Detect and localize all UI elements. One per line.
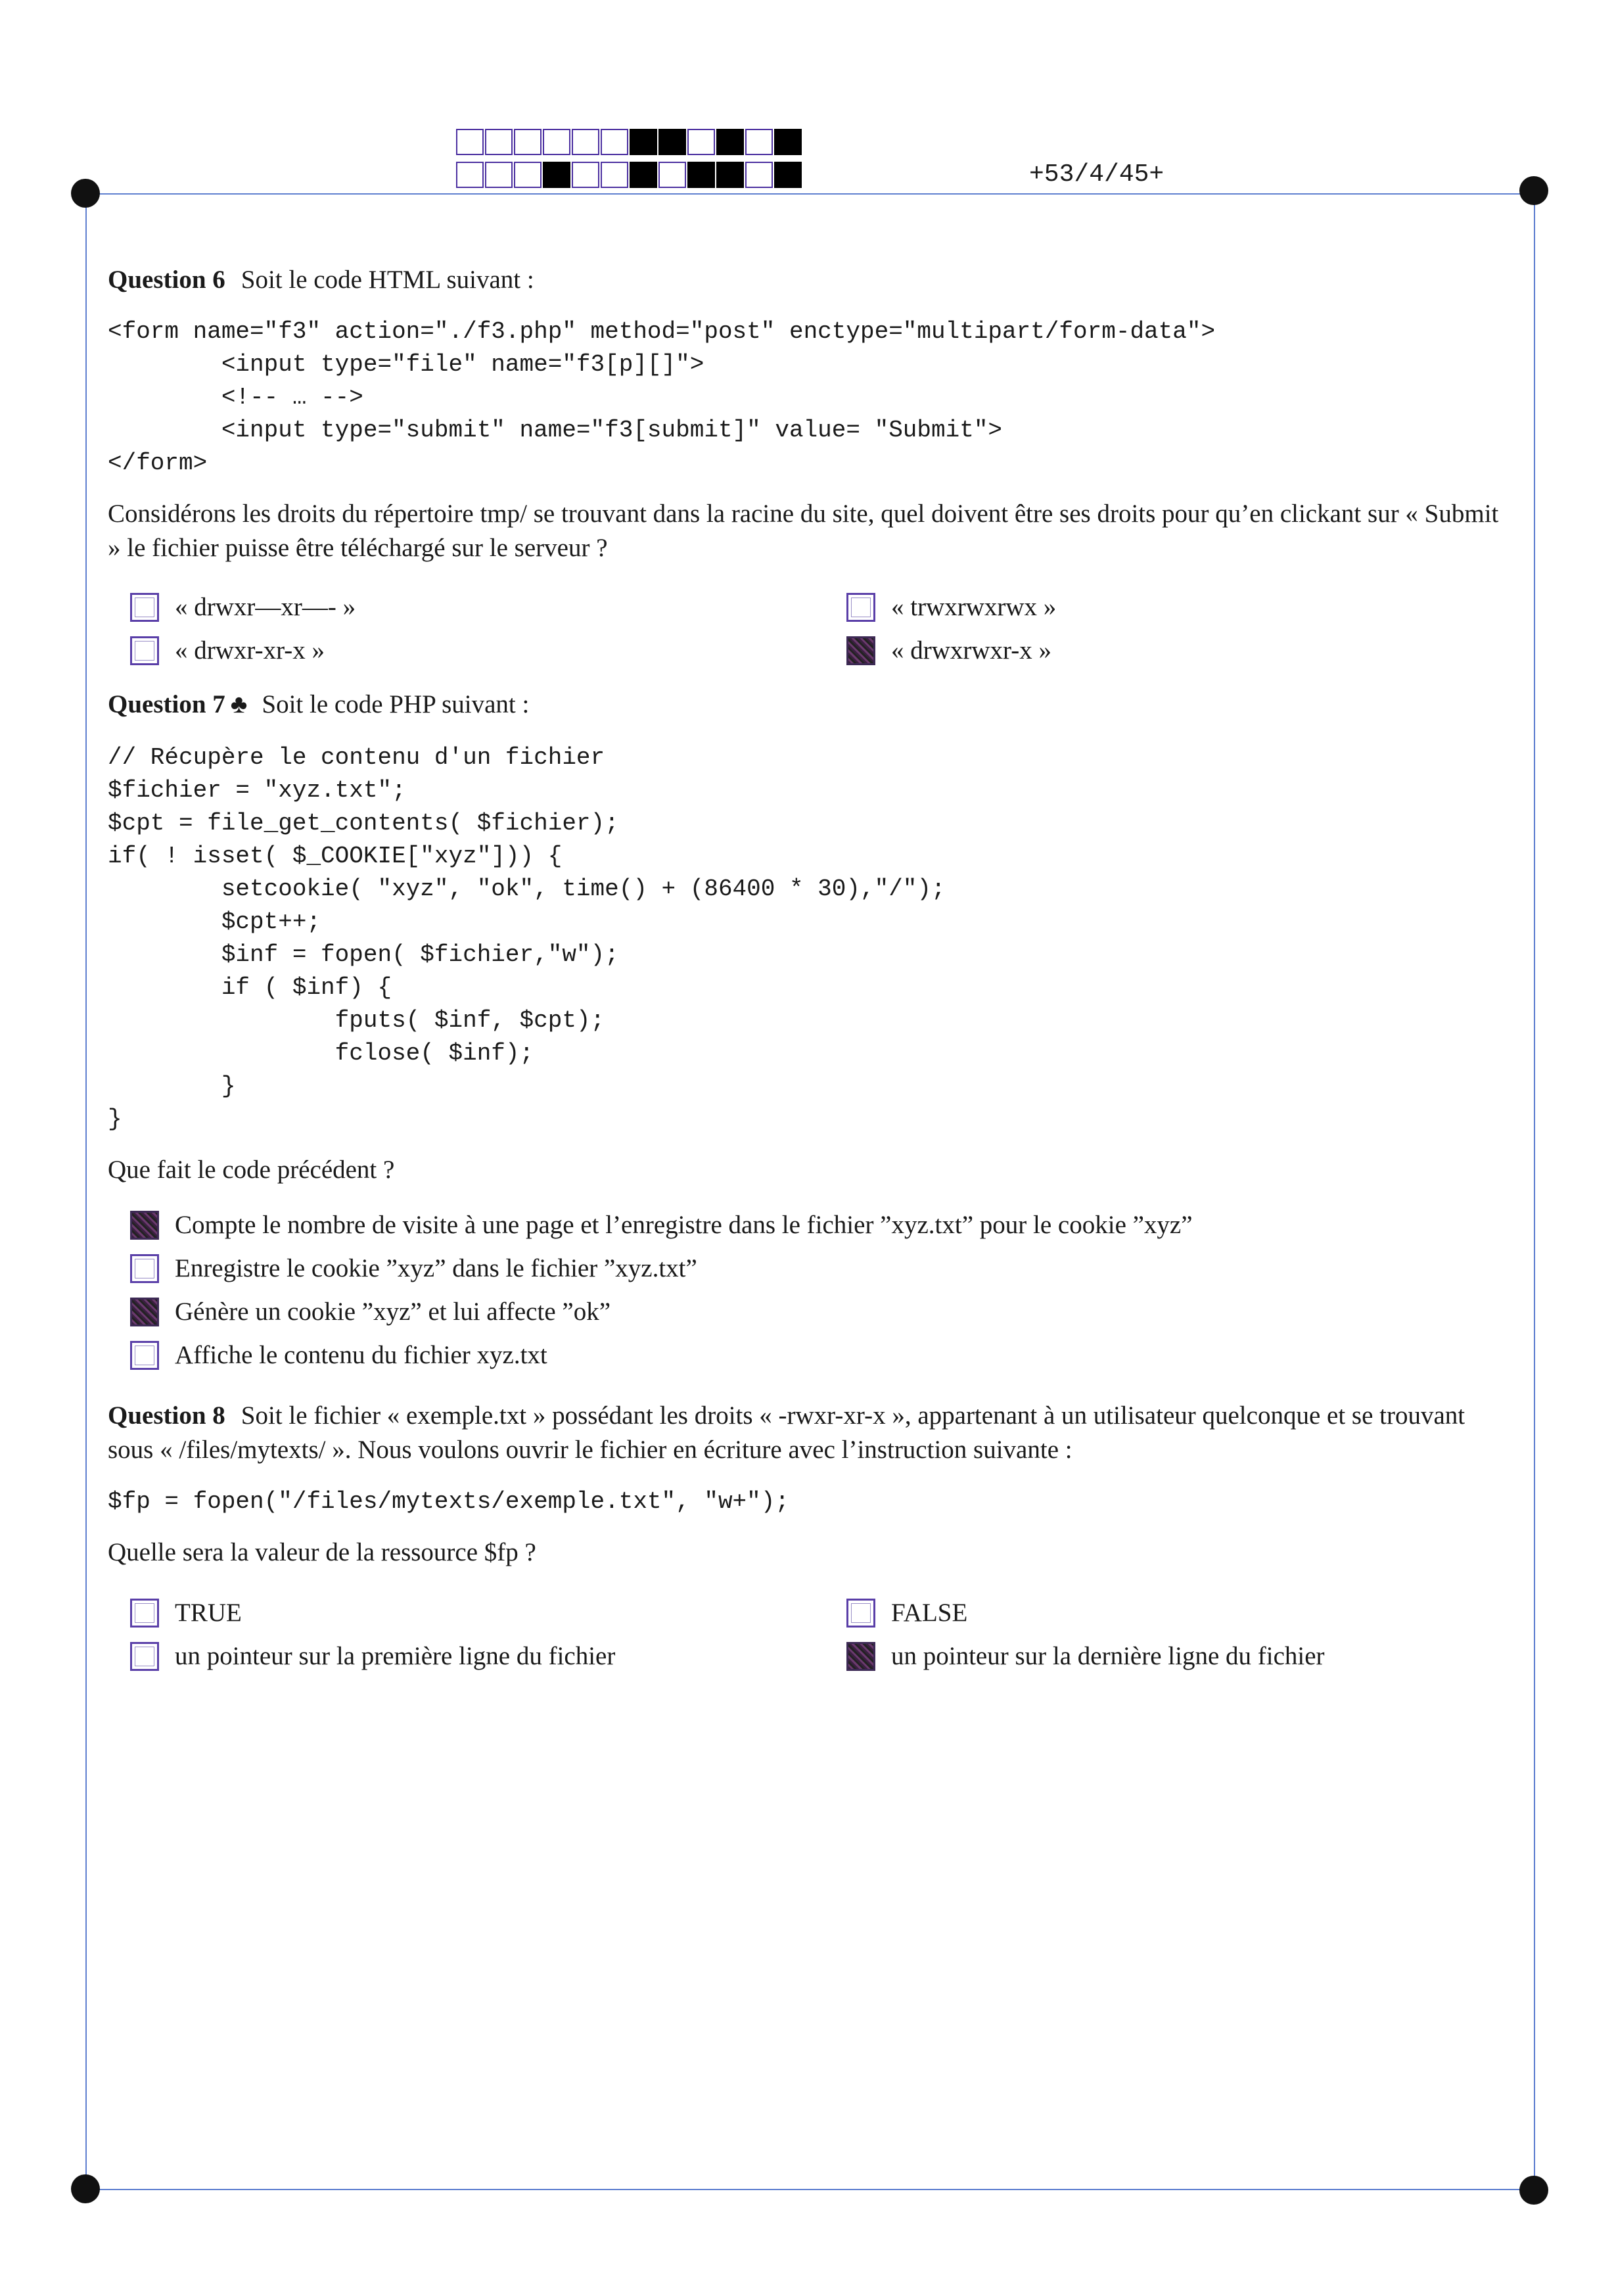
checkbox[interactable] — [130, 1254, 159, 1283]
barcode-cell — [485, 129, 513, 155]
barcode-cell — [601, 162, 628, 188]
barcode-cell — [543, 162, 570, 188]
header-barcode — [456, 129, 803, 195]
barcode-cell — [687, 162, 715, 188]
checkbox[interactable] — [846, 593, 875, 622]
barcode-cell — [745, 129, 773, 155]
frame-top-line — [87, 193, 1533, 195]
question-6-label: Question 6 — [108, 266, 225, 294]
answer-option[interactable] — [130, 590, 846, 624]
question-6-intro: Soit le code HTML suivant : — [241, 266, 534, 294]
answer-label: Affiche le contenu du fichier xyz.txt — [175, 1341, 547, 1369]
barcode-cell — [774, 129, 802, 155]
question-8 — [108, 1399, 1514, 1674]
checkbox[interactable] — [846, 1642, 875, 1671]
answer-label: un pointeur sur la dernière ligne du fichier — [891, 1642, 1325, 1670]
barcode-cell — [514, 129, 542, 155]
question-8-code: $fp = fopen("/files/mytexts/exemple.txt", "w+"); — [108, 1488, 789, 1515]
answer-label: FALSE — [891, 1599, 968, 1627]
checkbox[interactable] — [846, 1599, 875, 1628]
question-7-answers — [108, 1208, 1514, 1372]
answer-label: « trwxrwxrwx » — [891, 593, 1057, 621]
question-7 — [108, 688, 1514, 1372]
question-8-answers — [108, 1596, 1514, 1674]
question-8-text: Quelle sera la valeur de la ressource $fp ? — [108, 1538, 536, 1566]
answer-option[interactable] — [130, 1252, 1514, 1286]
barcode-cell — [658, 129, 686, 155]
club-icon: ♣ — [230, 690, 248, 718]
checkbox[interactable] — [846, 636, 875, 665]
barcode-cell — [514, 162, 542, 188]
frame-right-line — [1534, 191, 1535, 2189]
barcode-cell — [630, 129, 657, 155]
answer-option[interactable] — [846, 1596, 1504, 1630]
barcode-cell — [601, 129, 628, 155]
answer-label: Enregistre le cookie ”xyz” dans le fichier ”xyz.txt” — [175, 1254, 697, 1282]
checkbox[interactable] — [130, 1298, 159, 1326]
barcode-cell — [716, 162, 744, 188]
barcode-row-1 — [456, 129, 803, 158]
answer-option[interactable] — [130, 1639, 846, 1674]
answer-label: Compte le nombre de visite à une page et l’enregistre dans le fichier ”xyz.txt” pour le cookie ”xyz” — [175, 1211, 1193, 1239]
question-8-intro: Soit le fichier « exemple.txt » possédant les droits « -rwxr-xr-x », appartenant à un utilisateur quelconque et se trouvant sous « /files/mytexts/ ». Nous voulons ouvrir le fichier en écriture avec l’instruction suivante : — [108, 1401, 1465, 1464]
corner-dot-top-right — [1519, 176, 1548, 205]
barcode-cell — [745, 162, 773, 188]
answer-option[interactable] — [846, 1639, 1504, 1674]
question-7-code: // Récupère le contenu d'un fichier $fichier = "xyz.txt"; $cpt = file_get_contents( $fichier); if( ! isset( $_COOKIE["xyz"])) { setcookie( "xyz", "ok", time() + (86400 * 30),"/"); $cpt++; $inf = fopen( $fichier,"w"); if ( $inf) { fputs( $inf, $cpt); fclose( $inf); } } — [108, 744, 946, 1133]
corner-dot-bottom-right — [1519, 2176, 1548, 2205]
question-6-answers — [108, 590, 1514, 668]
answer-label: « drwxr-xr-x » — [175, 636, 325, 665]
checkbox[interactable] — [130, 1599, 159, 1628]
frame-left-line — [85, 193, 87, 2191]
question-6-code: <form name="f3" action="./f3.php" method="post" enctype="multipart/form-data"> <input type="file" name="f3[p][]"> <!-- … --> <input type="submit" name="f3[submit]" value= "Submit"> </form> — [108, 318, 1216, 477]
checkbox[interactable] — [130, 1642, 159, 1671]
question-6-text: Considérons les droits du répertoire tmp/ se trouvant dans la racine du site, quel doivent être ses droits pour qu’en clickant sur « Submit » le fichier puisse être téléchargé sur le serveur ? — [108, 500, 1499, 562]
answer-label: un pointeur sur la première ligne du fichier — [175, 1642, 616, 1670]
barcode-cell — [456, 162, 484, 188]
question-7-intro: Soit le code PHP suivant : — [262, 690, 530, 718]
checkbox[interactable] — [130, 1341, 159, 1370]
answer-option[interactable] — [130, 1338, 1514, 1372]
answer-label: TRUE — [175, 1599, 242, 1627]
barcode-cell — [572, 129, 599, 155]
question-7-title — [108, 688, 1514, 722]
question-8-title — [108, 1399, 1514, 1467]
corner-dot-bottom-left — [71, 2174, 100, 2203]
checkbox[interactable] — [130, 593, 159, 622]
barcode-cell — [456, 129, 484, 155]
barcode-cell — [543, 129, 570, 155]
barcode-cell — [716, 129, 744, 155]
barcode-cell — [774, 162, 802, 188]
answer-label: « drwxr—xr—- » — [175, 593, 356, 621]
barcode-cell — [485, 162, 513, 188]
frame-bottom-line — [87, 2189, 1533, 2190]
exam-content — [108, 263, 1514, 1674]
barcode-cell — [687, 129, 715, 155]
answer-option[interactable] — [130, 634, 846, 668]
answer-label: « drwxrwxr-x » — [891, 636, 1051, 665]
answer-option[interactable] — [130, 1295, 1514, 1329]
corner-dot-top-left — [71, 179, 100, 208]
answer-option[interactable] — [130, 1208, 1514, 1242]
barcode-cell — [572, 162, 599, 188]
checkbox[interactable] — [130, 1211, 159, 1240]
question-7-text: Que fait le code précédent ? — [108, 1156, 395, 1184]
answer-option[interactable] — [130, 1596, 846, 1630]
barcode-row-2 — [456, 162, 803, 191]
question-6-title — [108, 263, 1514, 297]
barcode-cell — [630, 162, 657, 188]
question-6 — [108, 263, 1514, 668]
barcode-cell — [658, 162, 686, 188]
checkbox[interactable] — [130, 636, 159, 665]
answer-option[interactable] — [846, 634, 1504, 668]
answer-label: Génère un cookie ”xyz” et lui affecte ”ok” — [175, 1298, 611, 1326]
question-8-label: Question 8 — [108, 1401, 225, 1430]
answer-option[interactable] — [846, 590, 1504, 624]
sheet-id: +53/4/45+ — [1029, 160, 1164, 189]
question-7-label: Question 7 — [108, 690, 225, 718]
